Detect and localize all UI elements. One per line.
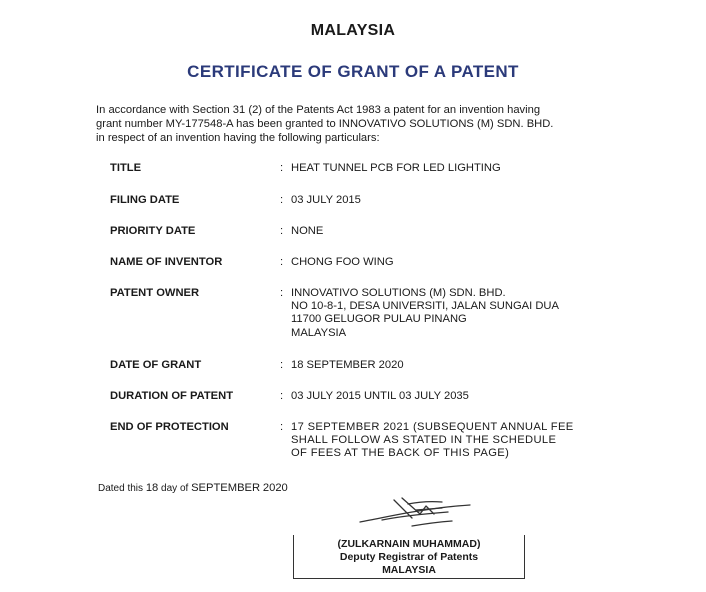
priority-date-colon: : [280,225,284,237]
patent-owner-label: PATENT OWNER [110,287,200,299]
end-protection-colon: : [280,421,284,433]
owner-line-1: INNOVATIVO SOLUTIONS (M) SDN. BHD. [291,287,506,299]
grant-date-value: 18 SEPTEMBER 2020 [291,359,404,371]
dated-middle: day of [161,483,189,494]
intro-line-3: in respect of an invention having the following particulars: [96,132,380,144]
grant-date-label: DATE OF GRANT [110,359,202,371]
owner-line-3: 11700 GELUGOR PULAU PINANG [291,313,467,326]
owner-line-2: NO 10-8-1, DESA UNIVERSITI, JALAN SUNGAI DUA [291,300,559,313]
signatory-position: Deputy Registrar of Patents [339,551,479,563]
intro-paragraph [96,103,606,145]
title-colon: : [280,162,284,174]
inventor-label: NAME OF INVENTOR [110,256,223,268]
signature-image [352,492,482,534]
end-protection-line-2: SHALL FOLLOW AS STATED IN THE SCHEDULE [291,434,557,447]
filing-date-colon: : [280,194,284,206]
end-protection-line-3: OF FEES AT THE BACK OF THIS PAGE) [291,447,510,460]
patent-owner-value [291,287,559,340]
inventor-colon: : [280,256,284,268]
country-heading: MALAYSIA [310,22,396,39]
inventor-value: CHONG FOO WING [291,256,394,268]
duration-colon: : [280,390,284,402]
signatory-name: (ZULKARNAIN MUHAMMAD) [337,538,481,550]
duration-value: 03 JULY 2015 UNTIL 03 JULY 2035 [291,390,469,402]
intro-line-2: grant number MY-177548-A has been granted to INNOVATIVO SOLUTIONS (M) SDN. BHD. [96,118,554,130]
signatory-country: MALAYSIA [382,564,436,576]
certificate-title: CERTIFICATE OF GRANT OF A PATENT [187,62,519,81]
dated-month: SEPTEMBER [191,482,261,494]
patent-owner-colon: : [280,287,284,299]
priority-date-value: NONE [291,225,324,237]
dated-day: 18 [145,482,159,494]
priority-date-label: PRIORITY DATE [110,225,196,237]
end-protection-label: END OF PROTECTION [110,421,229,433]
title-label: TITLE [110,162,142,174]
dated-prefix: Dated this [98,483,144,494]
end-protection-line-1: 17 SEPTEMBER 2021 (SUBSEQUENT ANNUAL FEE [291,421,574,433]
signatory-box [293,535,525,579]
filing-date-label: FILING DATE [110,194,180,206]
owner-line-4: MALAYSIA [291,326,347,339]
end-protection-value [291,421,574,461]
duration-label: DURATION OF PATENT [110,390,234,402]
title-value: HEAT TUNNEL PCB FOR LED LIGHTING [291,162,501,174]
intro-line-1: In accordance with Section 31 (2) of the Patents Act 1983 a patent for an invention having [96,104,541,116]
dated-year: 2020 [262,482,288,494]
grant-date-colon: : [280,359,284,371]
dated-line [98,482,288,494]
filing-date-value: 03 JULY 2015 [291,194,361,206]
